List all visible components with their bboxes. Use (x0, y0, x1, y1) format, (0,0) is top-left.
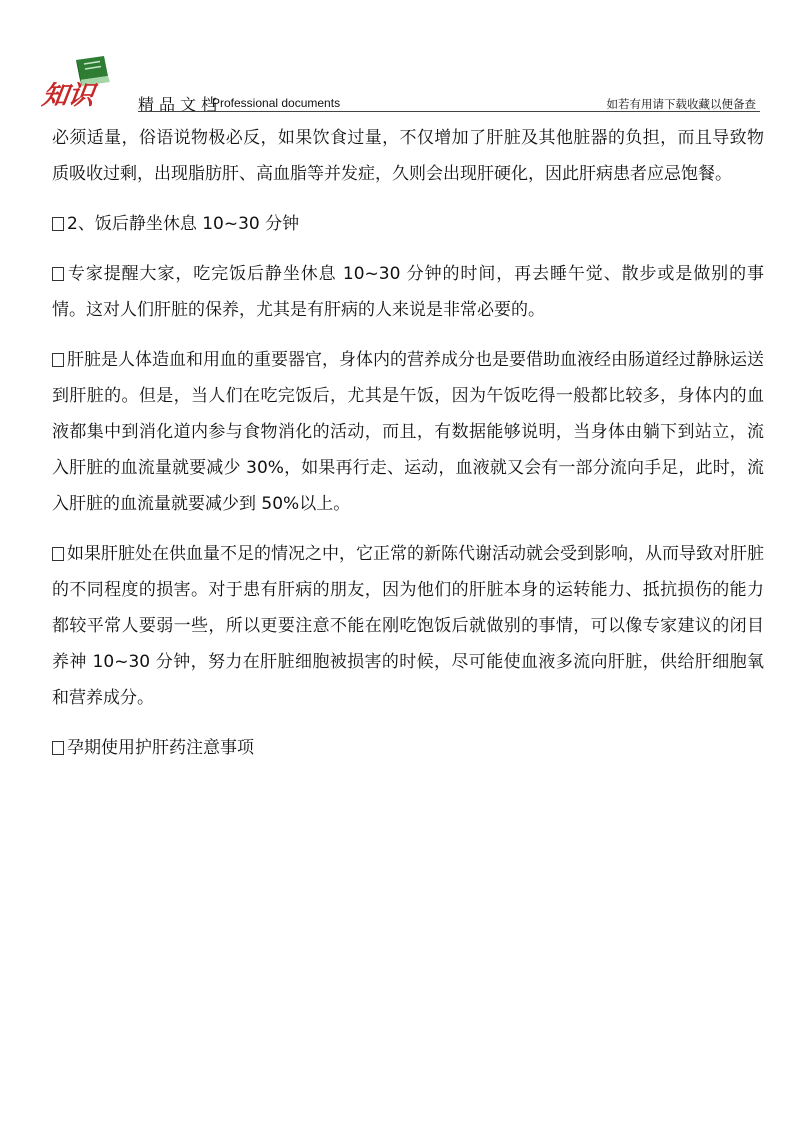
brand-subtitle: Professional documents (212, 96, 341, 110)
document-body (52, 120, 764, 780)
paragraph (52, 206, 764, 242)
paragraph-text: 专家提醒大家，吃完饭后静坐休息 10~30 分钟的时间，再去睡午觉、散步或是做别的事情。这对人们肝脏的保养，尤其是有肝病的人来说是非常必要的。 (52, 264, 764, 320)
paragraph-text: 2、饭后静坐休息 10~30 分钟 (67, 214, 300, 234)
paragraph (52, 536, 764, 716)
paragraph-text: 孕期使用护肝药注意事项 (67, 738, 254, 758)
paragraph (52, 730, 764, 766)
page-header (40, 52, 760, 112)
paragraph (52, 120, 764, 192)
bullet-box-icon (52, 267, 64, 281)
logo-calligraphy: 知识 (39, 80, 97, 111)
header-rule (138, 111, 760, 112)
paragraph (52, 342, 764, 522)
bullet-box-icon (52, 547, 64, 561)
paragraph (52, 256, 764, 328)
bullet-box-icon (52, 353, 64, 367)
paragraph-text: 如果肝脏处在供血量不足的情况之中，它正常的新陈代谢活动就会受到影响，从而导致对肝脏的不同程度的损害。对于患有肝病的朋友，因为他们的肝脏本身的运转能力、抵抗损伤的能力都较平常人要弱一些，所以更要注意不能在刚吃饱饭后就做别的事情，可以像专家建议的闭目养神 10~30 分钟，努力在肝脏细胞被损害的时候，尽可能使血液多流向肝脏，供给肝细胞氧和营养成分。 (52, 544, 764, 708)
header-note: 如若有用请下载收藏以便备查 (606, 97, 756, 111)
paragraph-text: 必须适量，俗语说物极必反，如果饮食过量，不仅增加了肝脏及其他脏器的负担，而且导致物质吸收过剩，出现脂肪肝、高血脂等并发症，久则会出现肝硬化，因此肝病患者应忌饱餐。 (52, 128, 764, 184)
book-logo-icon (39, 54, 134, 111)
paragraph-text: 肝脏是人体造血和用血的重要器官，身体内的营养成分也是要借助血液经由肠道经过静脉运送到肝脏的。但是，当人们在吃完饭后，尤其是午饭，因为午饭吃得一般都比较多，身体内的血液都集中到消化道内参与食物消化的活动，而且，有数据能够说明，当身体由躺下到站立，流入肝脏的血流量就要减少 30%，如果再行走、运动，血液就又会有一部分流向手足，此时，流入肝脏的血流量就要减少到 50%以上。 (52, 350, 764, 514)
bullet-box-icon (52, 741, 64, 755)
bullet-box-icon (52, 217, 64, 231)
brand-title: 精品文档 (138, 95, 223, 114)
